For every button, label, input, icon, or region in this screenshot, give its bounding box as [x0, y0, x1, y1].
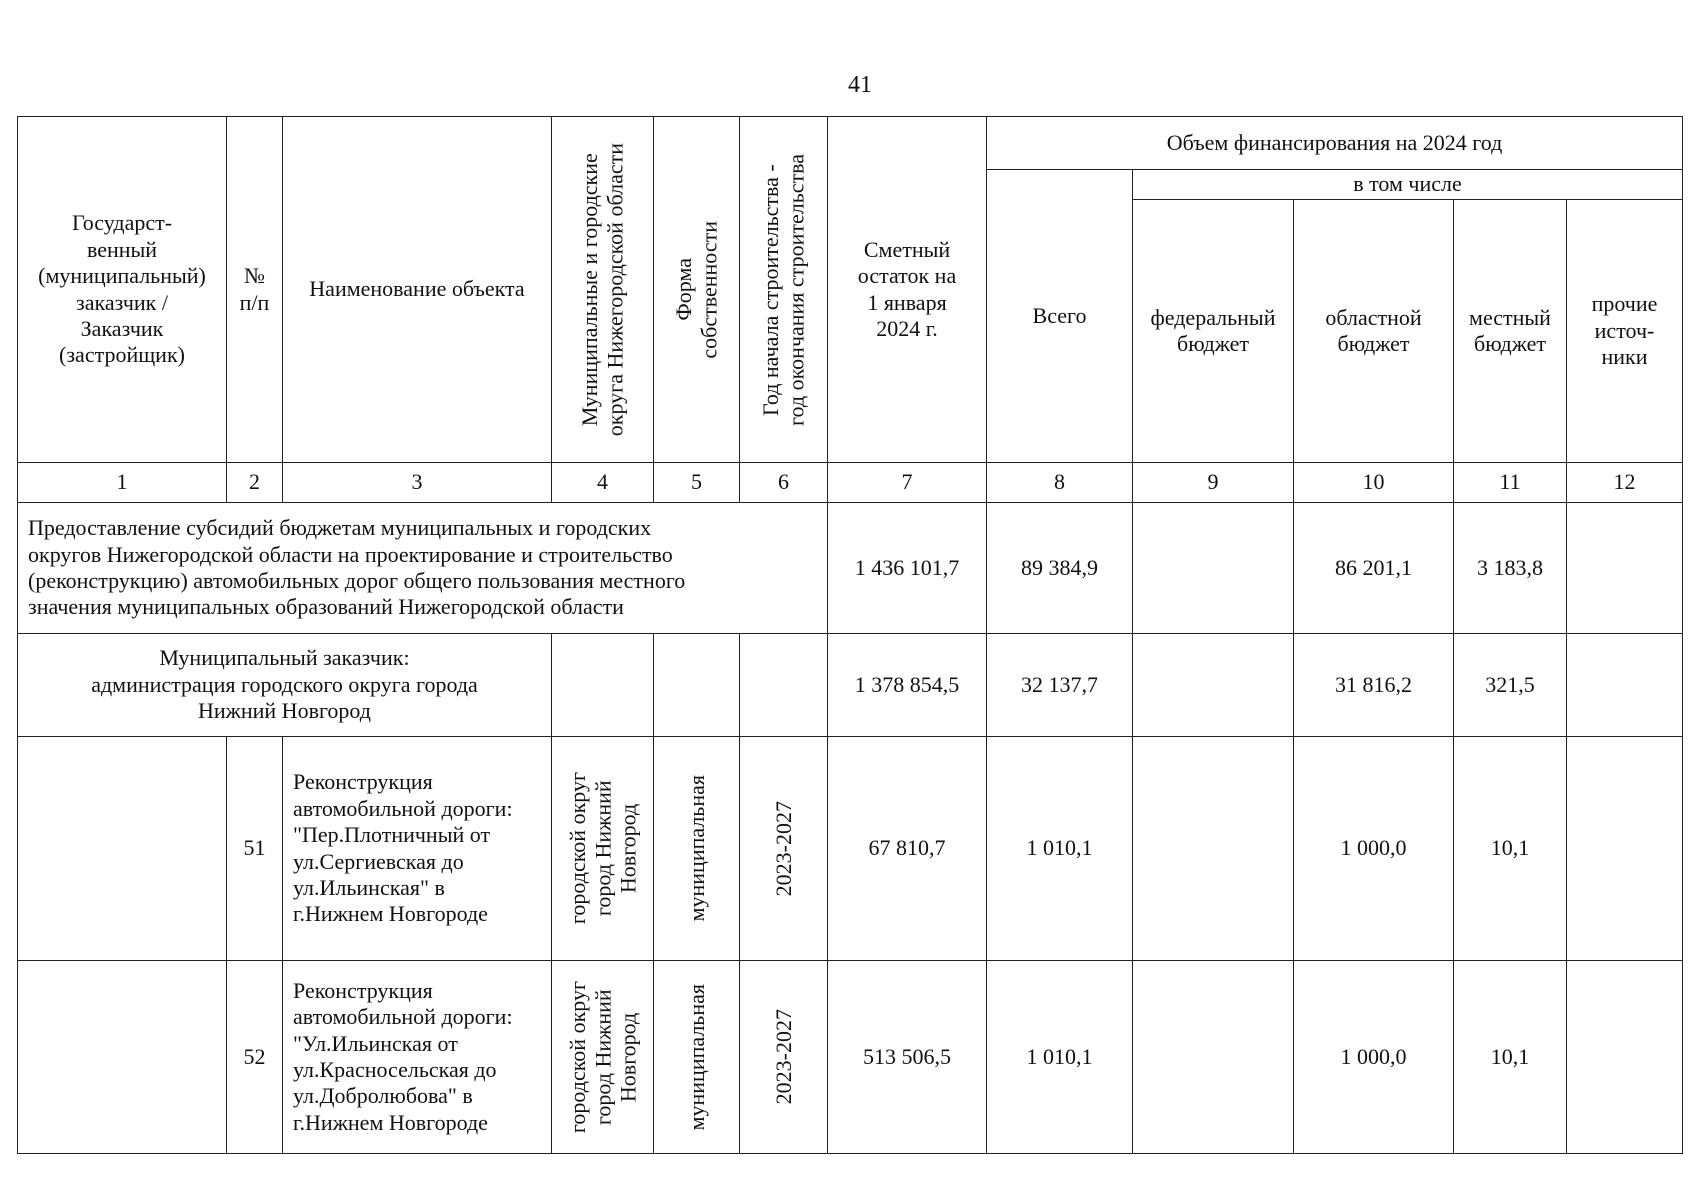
header-ownership: Форма собственности — [654, 117, 740, 463]
customer-other — [1567, 634, 1683, 737]
header-district: Муниципальные и городские округа Нижегородской области — [552, 117, 654, 463]
customer-federal — [1133, 634, 1294, 737]
row-customer-cell — [18, 961, 227, 1154]
table-row — [18, 737, 1683, 961]
column-number-row — [18, 463, 1683, 503]
section-regional: 86 201,1 — [1294, 503, 1454, 634]
row-regional: 1 000,0 — [1294, 737, 1454, 961]
row-customer-cell — [18, 737, 227, 961]
section-total: 89 384,9 — [987, 503, 1133, 634]
page-number: 41 — [848, 72, 872, 98]
customer-district — [552, 634, 654, 737]
row-total: 1 010,1 — [987, 737, 1133, 961]
customer-ownership — [654, 634, 740, 737]
column-number: 7 — [828, 463, 987, 503]
column-number: 8 — [987, 463, 1133, 503]
section-local: 3 183,8 — [1454, 503, 1567, 634]
row-other — [1567, 961, 1683, 1154]
customer-row — [18, 634, 1683, 737]
row-estimate: 513 506,5 — [828, 961, 987, 1154]
row-federal — [1133, 737, 1294, 961]
header-years: Год начала строительства - год окончания строительства — [740, 117, 828, 463]
row-local: 10,1 — [1454, 737, 1567, 961]
customer-estimate: 1 378 854,5 — [828, 634, 987, 737]
header-including: в том числе — [1133, 170, 1683, 200]
section-federal — [1133, 503, 1294, 634]
customer-total: 32 137,7 — [987, 634, 1133, 737]
row-number: 52 — [227, 961, 283, 1154]
column-number: 5 — [654, 463, 740, 503]
header-regional: областной бюджет — [1294, 200, 1454, 463]
header-customer: Государст- венный (муниципальный) заказчик / Заказчик (застройщик) — [18, 117, 227, 463]
row-district: городской округ город Нижний Новгород — [552, 737, 654, 961]
column-number: 9 — [1133, 463, 1294, 503]
row-district: городской округ город Нижний Новгород — [552, 961, 654, 1154]
funding-table — [17, 116, 1683, 1154]
section-estimate: 1 436 101,7 — [828, 503, 987, 634]
row-estimate: 67 810,7 — [828, 737, 987, 961]
section-title: Предоставление субсидий бюджетам муниципальных и городских округов Нижегородской области на проектирование и строительство (реконструкцию) автомобильных дорог общего пользования местного значения муниципальных образований Нижегородской области — [18, 503, 828, 634]
header-total: Всего — [987, 170, 1133, 463]
section-other — [1567, 503, 1683, 634]
column-number: 11 — [1454, 463, 1567, 503]
header-object-name: Наименование объекта — [283, 117, 552, 463]
row-object-name: Реконструкция автомобильной дороги: "Ул.Ильинская от ул.Красносельская до ул.Добролюбова" в г.Нижнем Новгороде — [283, 961, 552, 1154]
header-federal: федеральный бюджет — [1133, 200, 1294, 463]
customer-local: 321,5 — [1454, 634, 1567, 737]
column-number: 4 — [552, 463, 654, 503]
header-other: прочие источ- ники — [1567, 200, 1683, 463]
column-number: 12 — [1567, 463, 1683, 503]
row-federal — [1133, 961, 1294, 1154]
row-years: 2023-2027 — [740, 961, 828, 1154]
header-local: местный бюджет — [1454, 200, 1567, 463]
row-ownership: муниципальная — [654, 737, 740, 961]
row-years: 2023-2027 — [740, 737, 828, 961]
column-number: 1 — [18, 463, 227, 503]
row-regional: 1 000,0 — [1294, 961, 1454, 1154]
customer-title: Муниципальный заказчик: администрация городского округа города Нижний Новгород — [18, 634, 552, 737]
column-number: 10 — [1294, 463, 1454, 503]
row-number: 51 — [227, 737, 283, 961]
table-row — [18, 961, 1683, 1154]
column-number: 2 — [227, 463, 283, 503]
row-ownership: муниципальная — [654, 961, 740, 1154]
row-local: 10,1 — [1454, 961, 1567, 1154]
customer-regional: 31 816,2 — [1294, 634, 1454, 737]
header-number: № п/п — [227, 117, 283, 463]
header-funding-group: Объем финансирования на 2024 год — [987, 117, 1683, 170]
row-object-name: Реконструкция автомобильной дороги: "Пер.Плотничный от ул.Сергиевская до ул.Ильинская" в г.Нижнем Новгороде — [283, 737, 552, 961]
row-other — [1567, 737, 1683, 961]
customer-years — [740, 634, 828, 737]
section-row — [18, 503, 1683, 634]
row-total: 1 010,1 — [987, 961, 1133, 1154]
header-estimate: Сметный остаток на 1 января 2024 г. — [828, 117, 987, 463]
column-number: 6 — [740, 463, 828, 503]
column-number: 3 — [283, 463, 552, 503]
